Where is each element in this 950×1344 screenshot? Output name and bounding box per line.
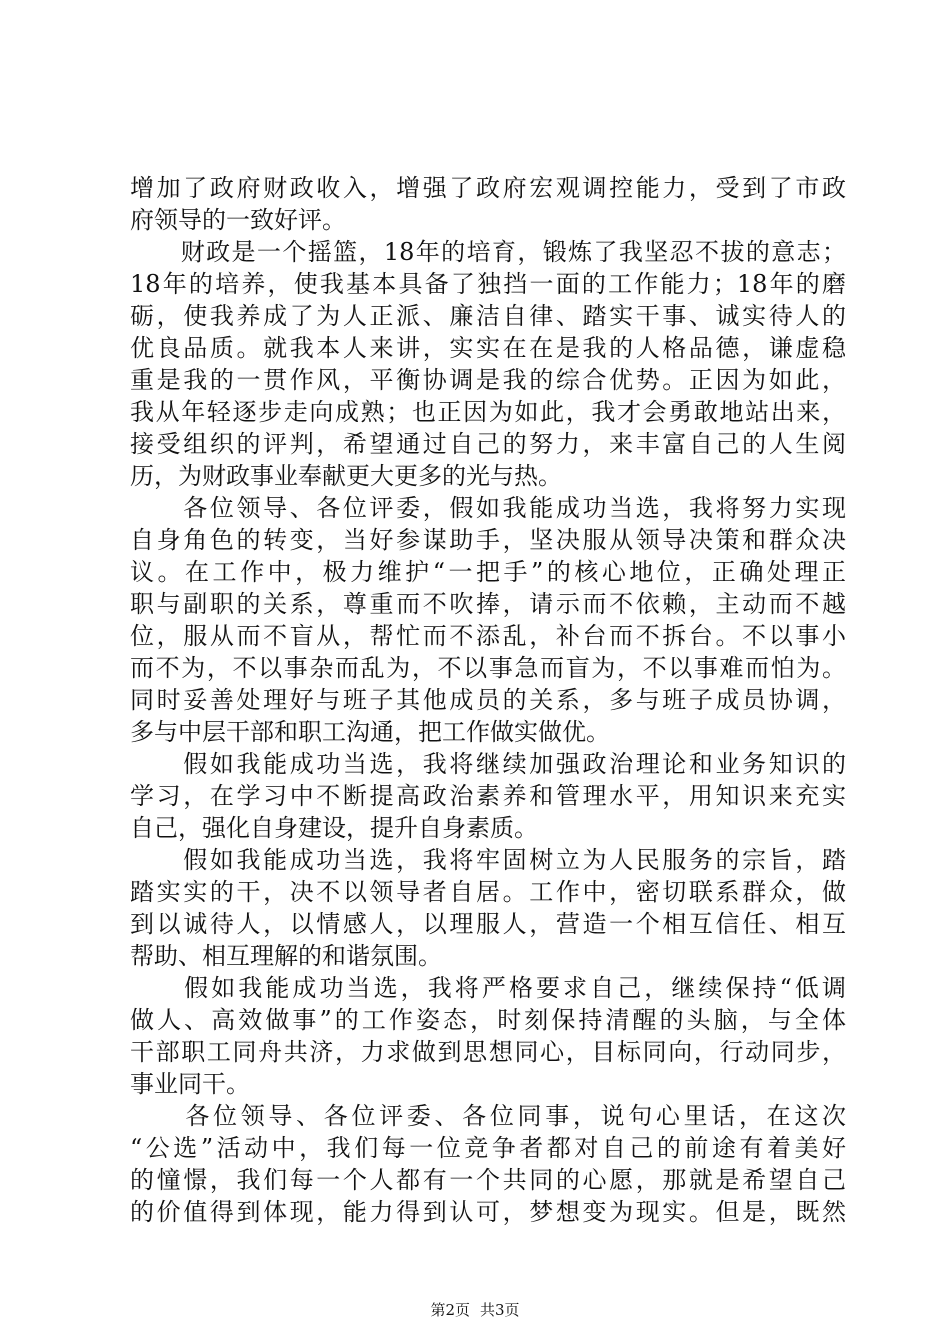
page-number: 第2页 <box>430 1301 470 1319</box>
page-footer <box>0 1300 950 1320</box>
text-line: 优良品质。就我本人来讲，实实在在是我的人格品德，谦虚稳 <box>130 334 846 362</box>
text-line: 多与中层干部和职工沟通，把工作做实做优。 <box>130 718 610 746</box>
text-line: 各位领导、各位评委，假如我能成功当选，我将努力实现 <box>130 494 846 522</box>
text-line: 学习，在学习中不断提高政治素养和管理水平，用知识来充实 <box>130 782 846 810</box>
text-line: 18年的培养，使我基本具备了独挡一面的工作能力；18年的磨 <box>130 270 846 298</box>
text-line: 议。在工作中，极力维护“一把手”的核心地位，正确处理正 <box>130 558 846 586</box>
text-line: 府领导的一致好评。 <box>130 206 346 234</box>
document-body <box>130 172 846 1228</box>
text-line: 砺，使我养成了为人正派、廉洁自律、踏实干事、诚实待人的 <box>130 302 846 330</box>
text-line: 各位领导、各位评委、各位同事，说句心里话，在这次 <box>130 1102 846 1130</box>
text-line: 干部职工同舟共济，力求做到思想同心，目标同向，行动同步， <box>130 1038 846 1066</box>
text-line: 假如我能成功当选，我将严格要求自己，继续保持“低调 <box>130 974 846 1002</box>
text-line: 事业同干。 <box>130 1070 250 1098</box>
text-line: 自身角色的转变，当好参谋助手，坚决服从领导决策和群众决 <box>130 526 846 554</box>
text-line: 我从年轻逐步走向成熟；也正因为如此，我才会勇敢地站出来， <box>130 398 846 426</box>
text-line: 做人、高效做事”的工作姿态，时刻保持清醒的头脑，与全体 <box>130 1006 846 1034</box>
text-line: 接受组织的评判，希望通过自己的努力，来丰富自己的人生阅 <box>130 430 846 458</box>
text-line: 重是我的一贯作风，平衡协调是我的综合优势。正因为如此， <box>130 366 846 394</box>
text-line: “公选”活动中，我们每一位竞争者都对自己的前途有着美好 <box>130 1134 846 1162</box>
text-line: 财政是一个摇篮，18年的培育，锻炼了我坚忍不拔的意志； <box>130 238 846 266</box>
text-line: 假如我能成功当选，我将牢固树立为人民服务的宗旨，踏 <box>130 846 846 874</box>
text-line: 的憧憬，我们每一个人都有一个共同的心愿，那就是希望自己 <box>130 1166 846 1194</box>
text-line: 增加了政府财政收入，增强了政府宏观调控能力，受到了市政 <box>130 174 846 202</box>
text-line: 职与副职的关系，尊重而不吹捧，请示而不依赖，主动而不越 <box>130 590 846 618</box>
text-line: 而不为，不以事杂而乱为，不以事急而盲为，不以事难而怕为。 <box>130 654 846 682</box>
text-line: 的价值得到体现，能力得到认可，梦想变为现实。但是，既然 <box>130 1198 846 1226</box>
page-total: 共3页 <box>480 1301 520 1319</box>
text-line: 踏实实的干，决不以领导者自居。工作中，密切联系群众，做 <box>130 878 846 906</box>
text-line: 自己，强化自身建设，提升自身素质。 <box>130 814 538 842</box>
text-line: 位，服从而不盲从，帮忙而不添乱，补台而不拆台。不以事小 <box>130 622 846 650</box>
text-line: 到以诚待人，以情感人，以理服人，营造一个相互信任、相互 <box>130 910 846 938</box>
text-line: 帮助、相互理解的和谐氛围。 <box>130 942 442 970</box>
text-line: 历，为财政事业奉献更大更多的光与热。 <box>130 462 562 490</box>
text-line: 假如我能成功当选，我将继续加强政治理论和业务知识的 <box>130 750 846 778</box>
text-line: 同时妥善处理好与班子其他成员的关系，多与班子成员协调， <box>130 686 846 714</box>
